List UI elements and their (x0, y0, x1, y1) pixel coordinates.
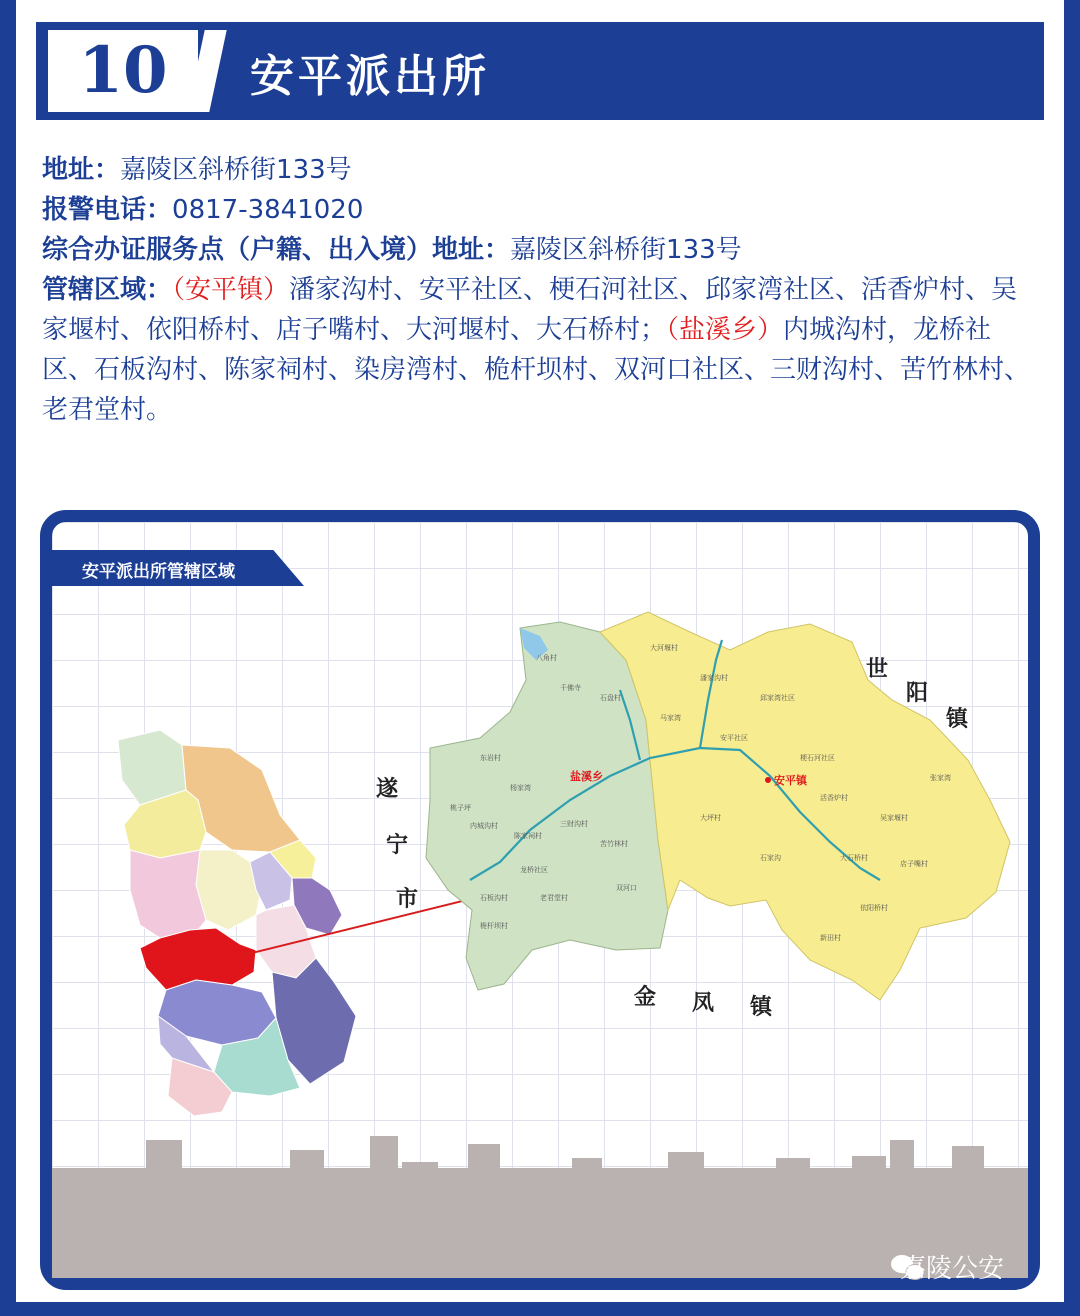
service-address: 嘉陵区斜桥街133号 (510, 235, 742, 265)
svg-text:大河堰村: 大河堰村 (650, 644, 678, 652)
town-yanxi-villages: 内城沟村，龙桥社区、石板沟村、陈家祠村、染房湾村、桅杆坝村、双河口社区、三财沟村、苦竹林村、老君堂村。 (42, 315, 1031, 425)
svg-text:张家湾: 张家湾 (930, 774, 951, 782)
neighbor-jinfeng-1: 金 (634, 985, 657, 1010)
phone-value: 0817-3841020 (172, 195, 364, 225)
svg-text:邱家湾社区: 邱家湾社区 (760, 694, 795, 702)
town-yanxi-marker: 盐溪乡 (570, 770, 603, 783)
neighbor-suining-2: 宁 (386, 833, 409, 858)
town-anping-villages: 潘家沟村、安平社区、梗石河社区、邱家湾社区、活香炉村、吴家堰村、依阳桥村、店子嘴村、大河堰村、大石桥村； (42, 275, 1018, 345)
jurisdiction-line: 管辖区域：（安平镇）潘家沟村、安平社区、梗石河社区、邱家湾社区、活香炉村、吴家堰村、依阳桥村、店子嘴村、大河堰村、大石桥村；（盐溪乡）内城沟村，龙桥社区、石板沟村、陈家祠村、染房湾村、桅杆坝村、双河口社区、三财沟村、苦竹林村、老君堂村。 (42, 275, 1031, 425)
svg-text:苦竹林村: 苦竹林村 (600, 840, 628, 848)
jurisdiction-label: 管辖区域 (42, 275, 147, 305)
address-label: 地址 (42, 155, 95, 185)
svg-text:千佛寺: 千佛寺 (560, 684, 581, 692)
svg-text:龙桥社区: 龙桥社区 (520, 866, 548, 874)
page-title: 安平派出所 (250, 51, 490, 102)
town-anping-dot (765, 777, 771, 783)
svg-text:安平社区: 安平社区 (720, 734, 748, 742)
svg-text:依阳桥村: 依阳桥村 (860, 904, 888, 912)
town-anping-marker: 安平镇 (774, 774, 807, 787)
svg-text:内城沟村: 内城沟村 (470, 822, 498, 830)
svg-text:大坪村: 大坪村 (700, 814, 721, 822)
station-number: 10 (78, 33, 168, 108)
neighbor-shiyang-3: 镇 (946, 707, 969, 732)
svg-text:八角村: 八角村 (536, 654, 557, 662)
map-title: 安平派出所管辖区域 (82, 562, 235, 582)
address-line: 地址：嘉陵区斜桥街133号 (42, 155, 352, 185)
phone-line: 报警电话：0817-3841020 (42, 195, 364, 225)
svg-text:三财沟村: 三财沟村 (560, 820, 588, 828)
neighbor-shiyang-1: 世 (866, 657, 889, 682)
neighbor-suining-3: 市 (396, 887, 419, 912)
address-value: 嘉陵区斜桥街133号 (120, 155, 352, 185)
svg-text:活香炉村: 活香炉村 (820, 794, 848, 802)
svg-text:马家湾: 马家湾 (660, 714, 681, 722)
neighbor-shiyang-2: 阳 (906, 681, 929, 706)
svg-text:桅杆坝村: 桅杆坝村 (480, 922, 508, 930)
neighbor-suining-1: 遂 (376, 777, 399, 802)
svg-text:吴家堰村: 吴家堰村 (880, 814, 908, 822)
service-line: 综合办证服务点（户籍、出入境）地址：嘉陵区斜桥街133号 (42, 235, 742, 265)
svg-text:双河口: 双河口 (616, 884, 637, 892)
town-anping-label: （安平镇） (172, 275, 290, 305)
svg-text:东岩村: 东岩村 (480, 754, 501, 762)
phone-label: 报警电话 (42, 195, 147, 225)
neighbor-jinfeng-3: 镇 (750, 995, 773, 1020)
svg-text:石板沟村: 石板沟村 (480, 894, 508, 902)
svg-text:石家沟: 石家沟 (760, 854, 781, 862)
svg-text:老君堂村: 老君堂村 (540, 894, 568, 902)
town-yanxi-label: （盐溪乡） (666, 315, 784, 345)
city-skyline (52, 1136, 1028, 1278)
svg-text:杨家湾: 杨家湾 (510, 784, 531, 792)
district-overview-map (118, 730, 356, 1116)
service-label: 综合办证服务点（户籍、出入境）地址 (42, 235, 485, 265)
neighbor-jinfeng-2: 凤 (692, 991, 715, 1016)
svg-text:陈家祠村: 陈家祠村 (514, 832, 542, 840)
svg-text:桃子坪: 桃子坪 (450, 804, 471, 812)
svg-text:梗石河社区: 梗石河社区 (800, 754, 835, 762)
footer-brand: 嘉陵公安 (900, 1254, 1005, 1284)
svg-text:新田村: 新田村 (820, 934, 841, 942)
svg-text:潘家沟村: 潘家沟村 (700, 674, 728, 682)
svg-text:大石桥村: 大石桥村 (840, 854, 868, 862)
svg-text:石盘村: 石盘村 (600, 694, 621, 702)
svg-text:店子嘴村: 店子嘴村 (900, 860, 928, 868)
